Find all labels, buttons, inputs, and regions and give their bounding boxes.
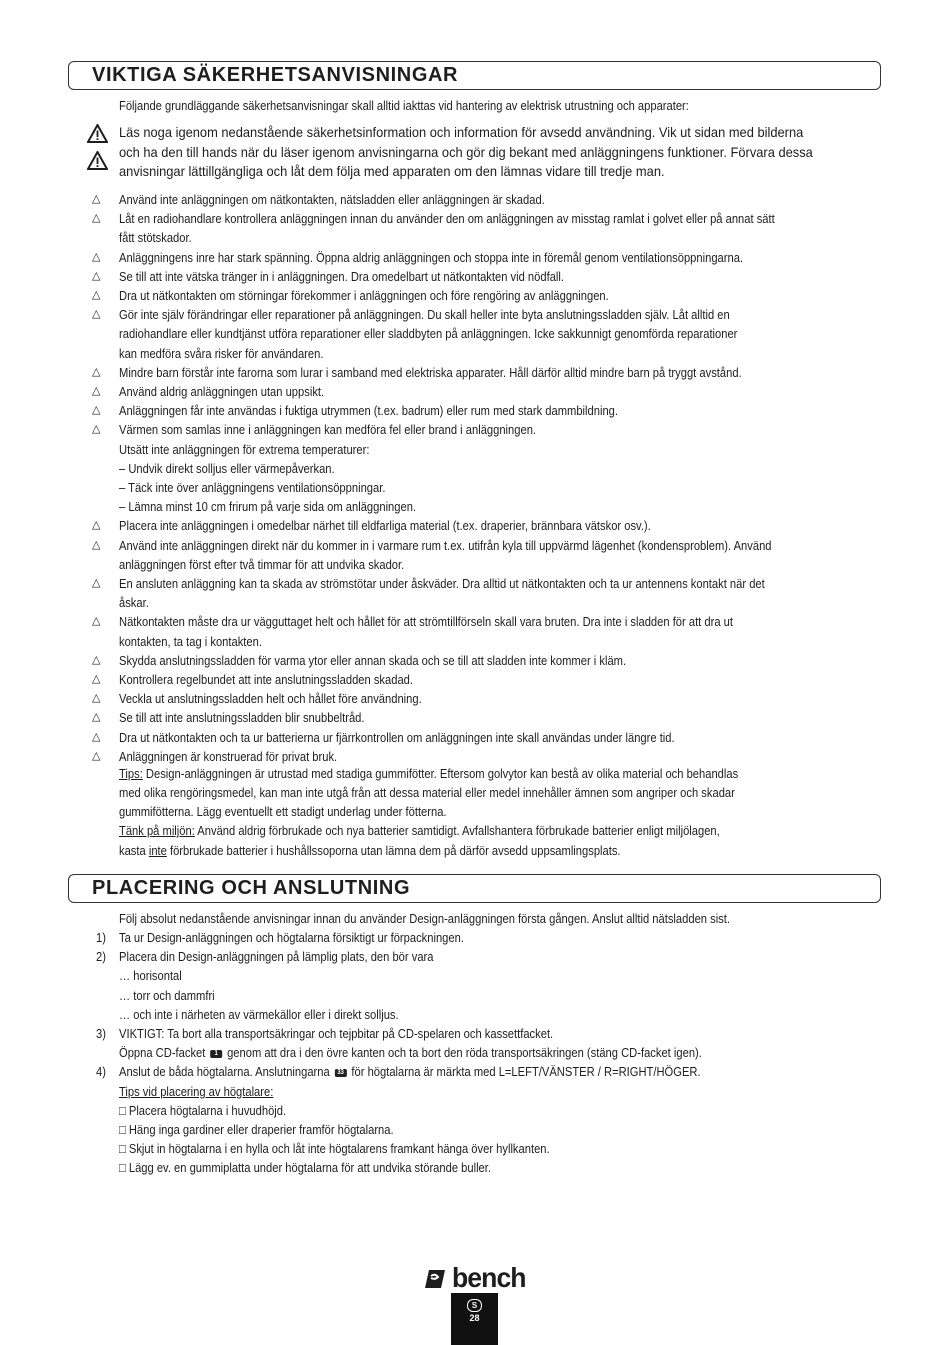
warning-icon <box>87 124 108 143</box>
safety-item-line: Se till att inte vätska tränger in i anläggningen. Dra omedelbart ut nätkontakten vid nödfall. <box>119 269 564 284</box>
bullet-triangle-icon: △ <box>92 385 101 397</box>
warning-icon <box>87 151 108 170</box>
safety-item-line: Se till att inte anslutningssladden blir snubbeltråd. <box>119 710 365 725</box>
bullet-triangle-icon: △ <box>92 731 101 743</box>
environment-paragraph-line <box>119 821 720 840</box>
section-heading-safety <box>68 61 881 90</box>
bullet-triangle-icon: △ <box>92 692 101 704</box>
safety-item-line: Använd aldrig anläggningen utan uppsikt. <box>119 384 325 399</box>
speaker-tip: □ Skjut in högtalarna i en hylla och låt inte högtalarens framkant hänga över hyllkanten. <box>119 1141 550 1156</box>
brand-logo-text: bench <box>452 1262 526 1293</box>
safety-item-line: Låt en radiohandlare kontrollera anläggningen innan du använder den om anläggningen av misstag ramlat i golvet eller på annat sätt <box>119 211 775 226</box>
bullet-triangle-icon: △ <box>92 519 101 531</box>
page-number: 28 <box>469 1313 480 1323</box>
safety-item-line: Värmen som samlas inne i anläggningen kan medföra fel eller brand i anläggningen. <box>119 422 537 437</box>
environment-underlined-word: inte <box>148 843 167 858</box>
bullet-triangle-icon: △ <box>92 251 101 263</box>
section-title: VIKTIGA SÄKERHETSANVISNINGAR <box>92 64 459 86</box>
step-subitem: … och inte i närheten av värmekällor eller i direkt solljus. <box>119 1007 399 1022</box>
safety-item-line: – Undvik direkt solljus eller värmepåverkan. <box>119 461 335 476</box>
safety-item-line: Anläggningen får inte användas i fuktiga utrymmen (t.ex. badrum) eller rum med stark dammbildning. <box>119 403 619 418</box>
section-title: PLACERING OCH ANSLUTNING <box>92 877 411 899</box>
bullet-triangle-icon: △ <box>92 366 101 378</box>
step-text-part: för högtalarna är märkta med L=LEFT/VÄNSTER / R=RIGHT/HÖGER. <box>348 1064 701 1079</box>
step-text: Placera din Design-anläggningen på lämplig plats, den bör vara <box>119 949 434 964</box>
bullet-triangle-icon: △ <box>92 539 101 551</box>
environment-paragraph-line <box>119 841 621 860</box>
step-text-part: genom att dra i den övre kanten och ta bort den röda transportsäkringen (stäng CD-facket igen). <box>223 1045 702 1060</box>
speaker-tip: □ Lägg ev. en gummiplatta under högtalarna för att undvika störande buller. <box>119 1160 492 1175</box>
bullet-triangle-icon: △ <box>92 654 101 666</box>
environment-text: förbrukade batterier i hushållssoporna utan lämna dem på därför avsedd uppsamlingsplats. <box>166 843 621 858</box>
safety-item-line: anläggningen först efter två timmar för att undvika skador. <box>119 557 405 572</box>
safety-item-line: Veckla ut anslutningssladden helt och hållet före användning. <box>119 691 422 706</box>
step-text-part: Anslut de båda högtalarna. Anslutningarna <box>119 1064 333 1079</box>
safety-item-line: Skydda anslutningssladden för varma ytor eller annan skada och se till att sladden inte kommer i kläm. <box>119 653 627 668</box>
bullet-triangle-icon: △ <box>92 212 101 224</box>
safety-item-line: En ansluten anläggning kan ta skada av strömstötar under åskväder. Dra alltid ut nätkontakten och ta ur antennens kontakt när det <box>119 576 765 591</box>
safety-item-line: kontakten, ta tag i kontakten. <box>119 634 262 649</box>
safety-item-line: – Lämna minst 10 cm frirum på varje sida om anläggningen. <box>119 499 417 514</box>
safety-item-line: Anläggningen är konstruerad för privat bruk. <box>119 749 338 764</box>
step-number: 4) <box>96 1064 106 1079</box>
safety-item-line: Gör inte själv förändringar eller reparationer på anläggningen. Du skall heller inte byta anslutningssladden själv. Låt alltid en <box>119 307 730 322</box>
bullet-triangle-icon: △ <box>92 404 101 416</box>
section-heading-placement <box>68 874 881 903</box>
step-subitem: … torr och dammfri <box>119 988 215 1003</box>
bullet-triangle-icon: △ <box>92 423 101 435</box>
page-number-tab <box>451 1293 498 1345</box>
safety-item-line: Anläggningens inre har stark spänning. Öppna aldrig anläggningen och stoppa inte in föremål genom ventilationsöppningarna. <box>119 250 744 265</box>
speaker-tip: □ Placera högtalarna i huvudhöjd. <box>119 1103 287 1118</box>
safety-item-line: Använd inte anläggningen om nätkontakten, nätsladden eller anläggningen är skadad. <box>119 192 545 207</box>
step-number: 3) <box>96 1026 106 1041</box>
bullet-triangle-icon: △ <box>92 673 101 685</box>
step-text: Ta ur Design-anläggningen och högtalarna försiktigt ur förpackningen. <box>119 930 464 945</box>
tips-label: Tips: <box>119 766 143 781</box>
safety-item-line: radiohandlare eller kundtjänst utföra reparationer eller sladdbyten på anläggningen. Icke sakkunnigt genomförda reparationer <box>119 326 738 341</box>
bullet-triangle-icon: △ <box>92 711 101 723</box>
step-number: 2) <box>96 949 106 964</box>
safety-item-line: Placera inte anläggningen i omedelbar närhet till eldfarliga material (t.ex. draperier, brännbara vätskor osv.). <box>119 518 651 533</box>
safety-item-line: Dra ut nätkontakten och ta ur batterierna ur fjärrkontrollen om anläggningen inte skall användas under längre tid. <box>119 730 675 745</box>
safety-item-line: – Täck inte över anläggningens ventilationsöppningar. <box>119 480 386 495</box>
warning-text-line: och ha den till hands när du läser igenom anvisningarna och gör dig bekant med anläggningens funktioner. Förvara dessa <box>119 144 813 160</box>
bullet-triangle-icon: △ <box>92 289 101 301</box>
safety-item-line: Utsätt inte anläggningen för extrema temperaturer: <box>119 442 370 457</box>
safety-item-line: kan medföra svåra risker för användaren. <box>119 346 324 361</box>
step-subitem: … horisontal <box>119 968 182 983</box>
bullet-triangle-icon: △ <box>92 750 101 762</box>
speaker-jack-icon <box>335 1069 347 1077</box>
bench-logo-icon <box>423 1268 449 1290</box>
safety-item-line: Använd inte anläggningen direkt när du kommer in i varmare rum t.ex. utifrån kyla till uppvärmd lägenhet (kondensproblem). Använd <box>119 538 772 553</box>
speaker-tip: □ Häng inga gardiner eller draperier framför högtalarna. <box>119 1122 394 1137</box>
step-text-part: Öppna CD-facket <box>119 1045 209 1060</box>
bullet-triangle-icon: △ <box>92 270 101 282</box>
safety-item-line: Kontrollera regelbundet att inte anslutningssladden skadad. <box>119 672 413 687</box>
warning-text-line: Läs noga igenom nedanstående säkerhetsinformation och information för avsedd användning. Vik ut sidan med bilderna <box>119 124 804 140</box>
environment-text: Använd aldrig förbrukade och nya batterier samtidigt. Avfallshantera förbrukade batterier enligt miljölagen, <box>194 823 720 838</box>
tips-paragraph-line: med olika rengöringsmedel, kan man inte utgå från att dessa material eller medel innehåller ämnen som angriper och skadar <box>119 785 735 800</box>
safety-item-line: åskar. <box>119 595 149 610</box>
step-number: 1) <box>96 930 106 945</box>
bullet-triangle-icon: △ <box>92 615 101 627</box>
speaker-tips-heading: Tips vid placering av högtalare: <box>119 1084 274 1099</box>
tips-text: Design-anläggningen är utrustad med stadiga gummifötter. Eftersom golvytor kan bestå av olika material och behandlas <box>142 766 739 781</box>
environment-text: kasta <box>119 843 149 858</box>
safety-item-line: Mindre barn förstår inte farorna som lurar i samband med elektriska apparater. Håll därför alltid mindre barn på tryggt avstånd. <box>119 365 742 380</box>
step-text <box>119 1062 701 1081</box>
placement-intro: Följ absolut nedanstående anvisningar innan du använder Design-anläggningen första gången. Anslut alltid nätsladden sist. <box>119 911 730 926</box>
cd-key-icon <box>210 1050 222 1058</box>
key-label: 1 <box>214 1049 218 1057</box>
bullet-triangle-icon: △ <box>92 308 101 320</box>
step-text <box>119 1043 702 1062</box>
tips-paragraph-line <box>119 764 738 783</box>
tips-paragraph-line: gummifötterna. Lägg eventuellt ett stadigt underlag under fötterna. <box>119 804 447 819</box>
key-label: 33 <box>337 1068 344 1076</box>
safety-intro: Följande grundläggande säkerhetsanvisningar skall alltid iakttas vid hantering av elektrisk utrustning och apparater: <box>119 98 689 113</box>
step-text: VIKTIGT: Ta bort alla transportsäkringar och tejpbitar på CD-spelaren och kassettfacket. <box>119 1026 554 1041</box>
warning-text-line: anvisningar lättillgängliga och låt dem följa med apparaten om den lämnas vidare till tredje man. <box>119 163 665 179</box>
safety-item-line: fått stötskador. <box>119 230 192 245</box>
safety-item-line: Dra ut nätkontakten om störningar förekommer i anläggningen och före rengöring av anläggningen. <box>119 288 609 303</box>
environment-label: Tänk på miljön: <box>119 823 195 838</box>
safety-item-line: Nätkontakten måste dra ur vägguttaget helt och hållet för att strömtillförseln skall vara bruten. Dra inte i sladden för att dra ut <box>119 614 733 629</box>
language-badge: S <box>467 1299 482 1312</box>
bullet-triangle-icon: △ <box>92 577 101 589</box>
bullet-triangle-icon: △ <box>92 193 101 205</box>
